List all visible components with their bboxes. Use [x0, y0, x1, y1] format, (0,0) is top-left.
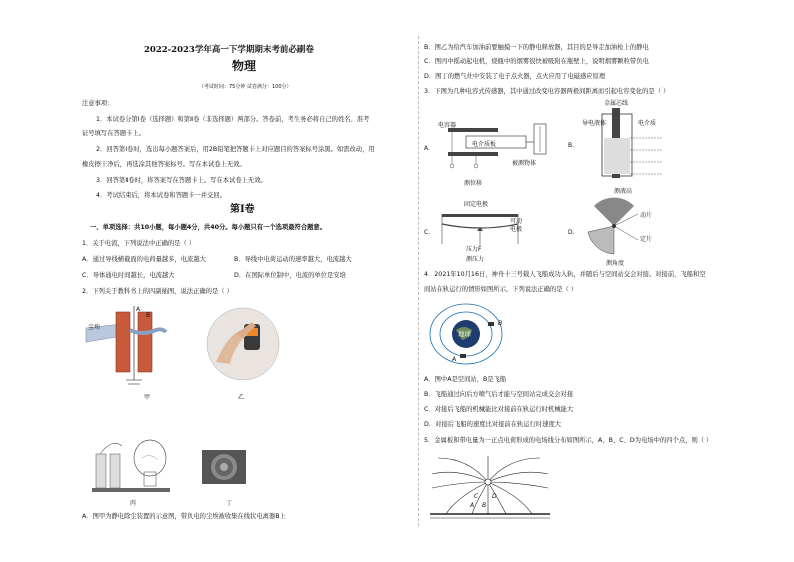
q3c-movable1: 可动 [510, 218, 523, 225]
q1-stem: 1．关于电流，下列说法中正确的是（ ） [82, 240, 196, 247]
q3c-movable2: 电极 [510, 226, 523, 233]
q4-option-d: D．对接后飞船的速度比对接前在轨运行时速度大 [424, 421, 562, 428]
q2-option-d: D．图丁的燃气灶中安装了电子点火器，点火应用了电磁感应原理 [424, 73, 606, 80]
notes-heading: 注意事项： [82, 100, 114, 107]
q3a-dielectric: 电介质板 [472, 141, 497, 148]
q5-field-figure [428, 452, 552, 526]
figure-jia [82, 300, 192, 390]
fig-jia-label: 甲 [144, 394, 151, 401]
q5-stem: 5．金属板和带电量为一正点电荷形成的电场线分布如图所示，A、B、C、D为电场中的四个点，则（ ） [424, 437, 713, 444]
q4-option-c: C．对接后飞船的机械能比对接前在轨运行时机械能大 [424, 406, 574, 413]
q3-stem: 3．下图为几种电容式传感器，其中通过改变电容器两极间距离而引起电容变化的是（ ） [424, 88, 670, 95]
figure-bing [92, 432, 172, 496]
note-line: 橡皮擦干净后，再选涂其他答案标号。写在本试卷上无效。 [82, 161, 246, 168]
orbit-label-a: A [452, 356, 457, 363]
fig-ding-label: 丁 [226, 500, 233, 507]
note-line: 2．回答第Ⅰ卷时，选出每小题答案后，用2B铅笔把答题卡上对应题目的答案标号涂黑。如需改动，用 [96, 146, 375, 153]
q4-option-b: B．飞船通过向后方喷气后才能与空间站完成交会对接 [424, 391, 574, 398]
note-line: 4．考试结束后，将本试卷和答题卡一并交回。 [96, 192, 226, 199]
fig-yi-label: 乙 [238, 394, 245, 401]
right-column [424, 0, 724, 562]
q1-option-b: B．导线中电荷运动的速率越大，电流越大 [234, 256, 352, 263]
field-point-a: A [470, 502, 475, 509]
note-line: 3．回答第Ⅱ卷时，将答案写在答题卡上。写在本试卷上无效。 [96, 177, 267, 184]
exam-title: 2022-2023学年高一下学期期末考前必刷卷 [144, 45, 314, 55]
q3b-caption: 测液高 [614, 188, 633, 195]
note-line: 证号填写在答题卡上。 [82, 130, 145, 137]
section-instruction: 一、单项选择：共10小题，每小题4分，共40分。每小题只有一个选项最符合题意。 [90, 224, 327, 231]
q3-figure-b [582, 104, 672, 184]
q4-stem-line2: 间站在轨运行的情形如图所示，下列说法正确的是（ ） [424, 286, 578, 293]
q3a-capacitor: 电容器 [438, 122, 457, 129]
q3a-caption: 测位移 [464, 180, 483, 187]
q2-option-c: C．图丙中摇动起电机，烧瓶中的烟雾很快被吸附在瓶壁上，说明烟雾颗粒带负电 [424, 58, 649, 65]
field-point-c: C [474, 493, 479, 500]
q3c-fixed: 固定电极 [464, 201, 489, 208]
q2-stem: 2．下列关于教科书上的四副插图，说法正确的是（ ） [82, 288, 233, 295]
fig-bing-label: 丙 [130, 500, 137, 507]
earth-label: 地球 [458, 330, 471, 338]
q2-option-b: B．图乙为给汽车加油前要触摸一下的静电释放器，其目的是导走加油枪上的静电 [424, 44, 649, 51]
q3b-dielectric: 电介质 [638, 120, 657, 127]
note-line: 1．本试卷分第Ⅰ卷（选择题）和第Ⅱ卷（非选择题）两部分。答卷前，考生务必将自己的姓名、准考 [96, 116, 370, 123]
q3b-liquid: 导电液体 [582, 120, 607, 127]
dust-label: 尘埃 [88, 324, 101, 331]
q3d-caption: 测角度 [606, 260, 625, 267]
q3d-moving: 动片 [640, 212, 653, 219]
q3-opt-c: C． [424, 229, 435, 236]
q3-opt-d: D． [568, 229, 579, 236]
plate-a-label: A [136, 306, 141, 313]
q1-option-a: A．通过导线横截面的电荷量越多，电流越大 [82, 256, 206, 263]
q3-figure-d [584, 196, 664, 256]
left-column [82, 0, 420, 562]
q1-option-c: C．导体通电时间越长，电流越大 [82, 272, 175, 279]
orbit-label-b: B [498, 320, 503, 327]
q3b-metal: 金属芯线 [604, 100, 629, 107]
figure-yi [208, 304, 278, 384]
figure-ding [202, 450, 246, 484]
q2-option-a: A．图甲为静电除尘装置的示意图，带负电的尘埃被收集在线状电离器B上 [82, 513, 286, 520]
plate-b-label: B [146, 312, 151, 319]
q1-option-d: D．在国际单位制中，电流的单位是安培 [234, 272, 346, 279]
q3c-caption: 测压力 [466, 256, 485, 263]
q4-option-a: A．图中A是空间站，B是飞船 [424, 376, 507, 383]
q3-opt-b: B． [568, 142, 579, 149]
q3d-fixed: 定片 [640, 236, 653, 243]
field-point-d: D [492, 493, 497, 500]
subject-title: 物理 [232, 59, 257, 73]
column-divider [418, 36, 419, 526]
q3-opt-a: A． [424, 145, 435, 152]
q3c-pressure: 压力F [466, 246, 482, 253]
section-title: 第Ⅰ卷 [230, 204, 255, 215]
field-point-b: B [482, 502, 487, 509]
exam-info: （考试时间：75分钟 试卷满分：100分） [199, 84, 292, 90]
q3a-object: 被测物体 [512, 160, 537, 167]
q4-stem-line1: 4．2021年10月16日，神舟十三号载人飞船成功入轨，并随后与空间站交会对接。对接前，飞船和空 [424, 271, 706, 278]
